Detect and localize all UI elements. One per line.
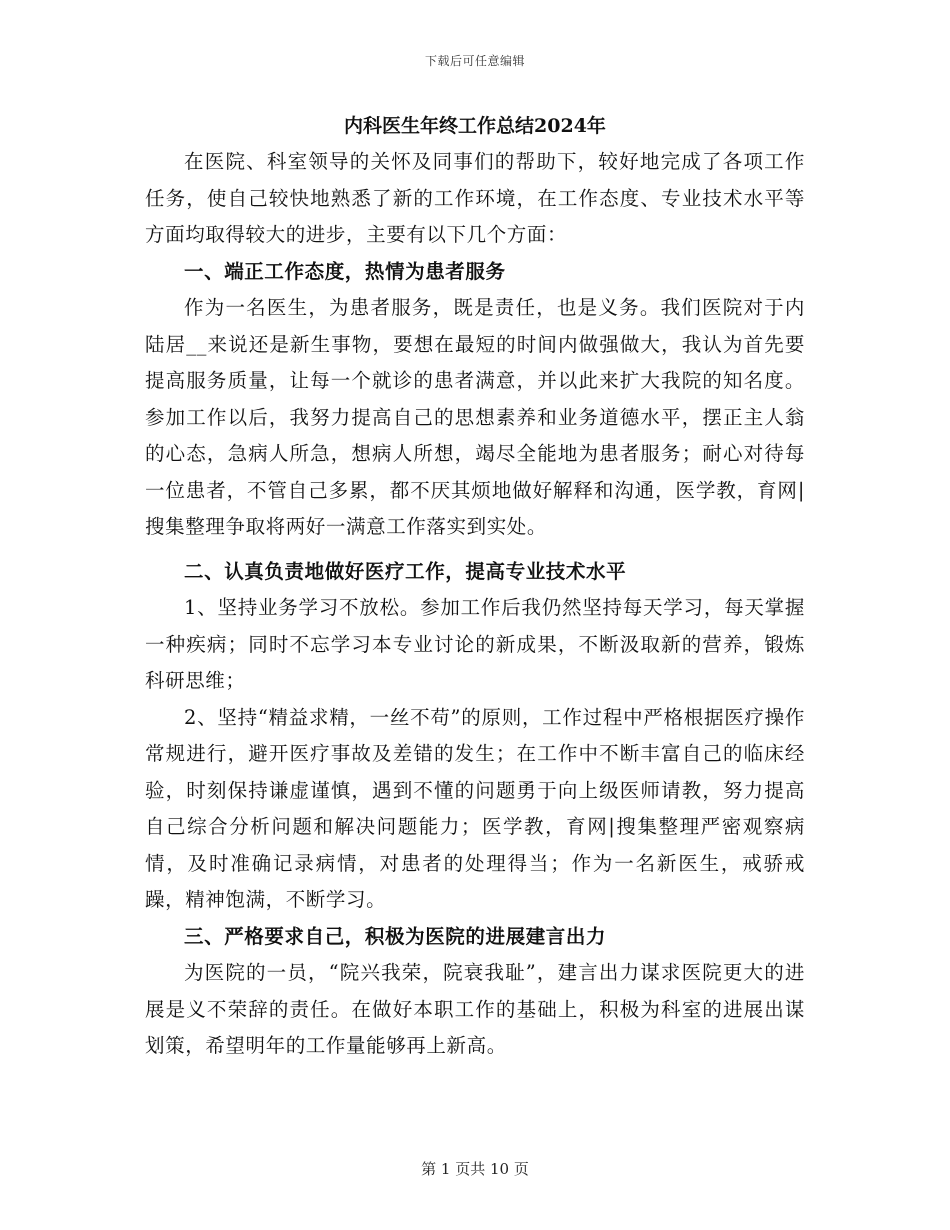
page-header-note: 下载后可任意编辑 [424, 54, 525, 68]
section-2-paragraph-2: 2、坚持“精益求精，一丝不苟”的原则，工作过程中严格根据医疗操作常规进行，避开医疗事故及差错的发生；在工作中不断丰富自己的临床经验，时刻保持谦虚谨慎，遇到不懂的问题勇于向上级医师请教，努力提高自己综合分析问题和解决问题能力；医学教，育网|搜集整理严密观察病情，及时准确记录病情，对患者的处理得当；作为一名新医生，戒骄戒躁，精神饱满，不断学习。 [145, 705, 805, 911]
section-3-paragraph: 为医院的一员，“院兴我荣，院衰我耻”，建言出力谋求医院更大的进展是义不荣辞的责任。在做好本职工作的基础上，积极为科室的进展出谋划策，希望明年的工作量能够再上新高。 [145, 961, 805, 1057]
document-title: 内科医生年终工作总结2024年 [344, 115, 606, 137]
section-3-heading: 三、严格要求自己，积极为医院的进展建言出力 [184, 924, 607, 948]
section-2-paragraph-1: 1、坚持业务学习不放松。参加工作后我仍然坚持每天学习，每天掌握一种疾病；同时不忘学习本专业讨论的新成果，不断汲取新的营养，锻炼科研思维； [145, 596, 805, 692]
section-1-paragraph: 作为一名医生，为患者服务，既是责任，也是义务。我们医院对于内陆居__来说还是新生事物，要想在最短的时间内做强做大，我认为首先要提高服务质量，让每一个就诊的患者满意，并以此来扩大我院的知名度。参加工作以后，我努力提高自己的思想素养和业务道德水平，摆正主人翁的心态，急病人所急，想病人所想，竭尽全能地为患者服务；耐心对待每一位患者，不管自己多累，都不厌其烦地做好解释和沟通，医学教，育网|搜集整理争取将两好一满意工作落实到实处。 [145, 296, 805, 538]
intro-paragraph: 在医院、科室领导的关怀及同事们的帮助下，较好地完成了各项工作任务，使自己较快地熟悉了新的工作环境，在工作态度、专业技术水平等方面均取得较大的进步，主要有以下几个方面： [145, 150, 805, 246]
section-2-heading: 二、认真负责地做好医疗工作，提高专业技术水平 [184, 559, 627, 583]
document-body [145, 108, 805, 1065]
page-footer-number: 第 1 页共 10 页 [421, 1160, 529, 1178]
section-1-heading: 一、端正工作态度，热情为患者服务 [184, 259, 506, 283]
section-gap [145, 546, 805, 554]
